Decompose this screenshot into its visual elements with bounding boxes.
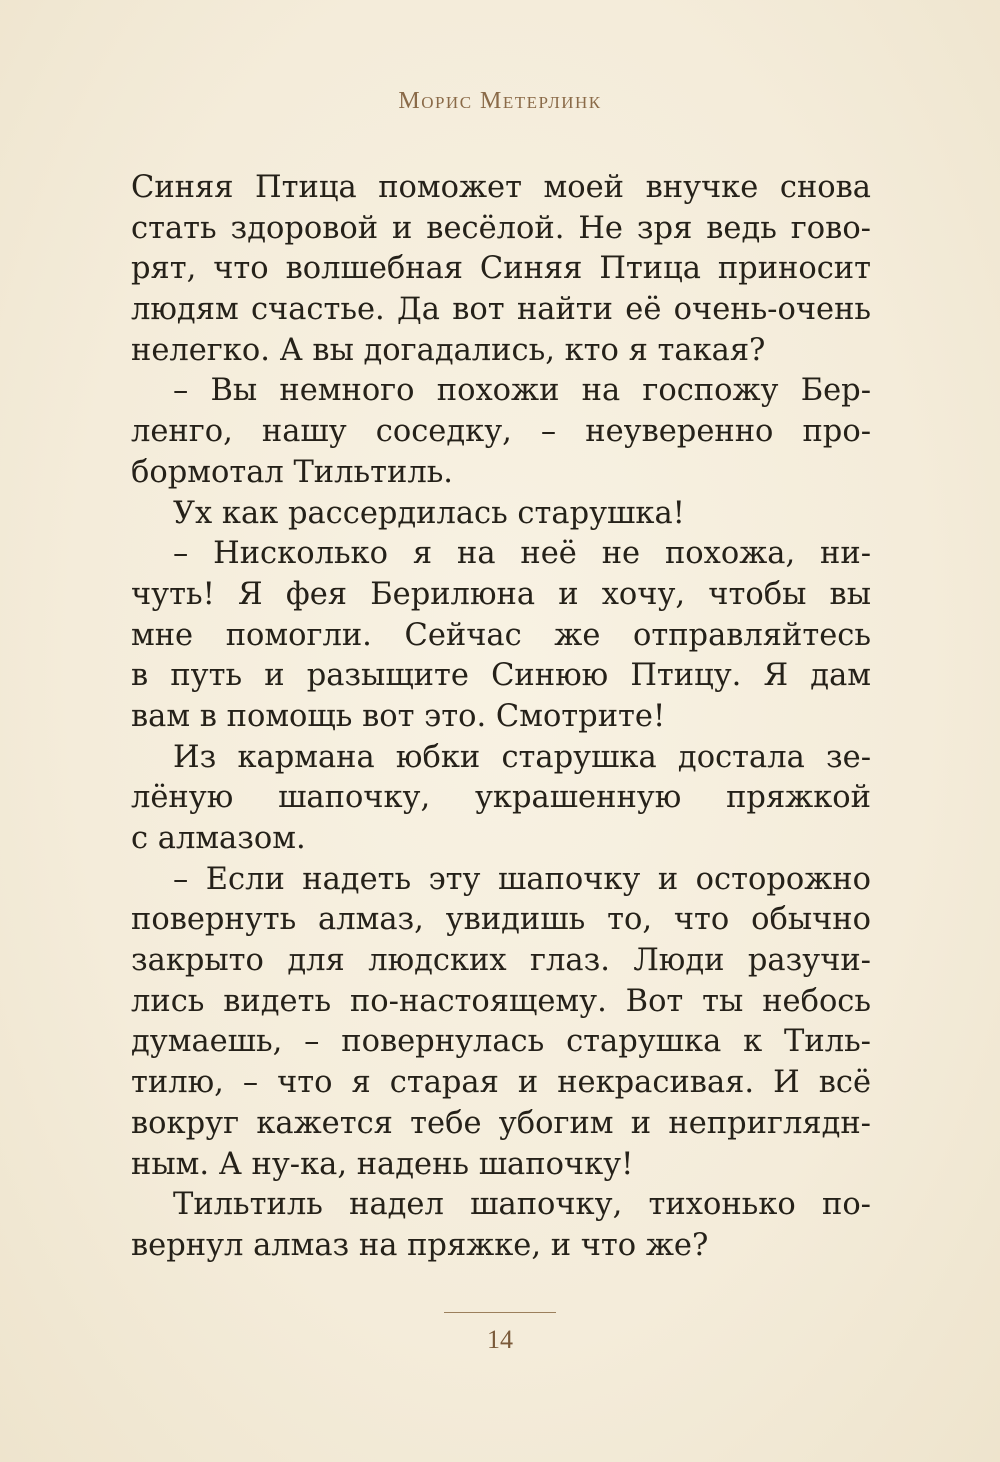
text-line: мне помогли. Сейчас же отправляйтесь	[131, 617, 871, 653]
page-number: 14	[487, 1325, 513, 1354]
text-line: в путь и разыщите Синюю Птицу. Я дам	[131, 658, 871, 694]
text-line: чуть! Я фея Берилюна и хочу, чтобы вы	[131, 576, 871, 612]
text-line: людям счастье. Да вот найти её очень-очень	[131, 292, 871, 328]
text-line: лись видеть по-настоящему. Вот ты небось	[131, 983, 871, 1019]
text-line: – Нисколько я на неё не похожа, ни-	[173, 536, 871, 572]
text-line: Синяя Птица поможет моей внучке снова	[131, 170, 871, 205]
text-line: ным. А ну-ка, надень шапочку!	[131, 1146, 634, 1182]
text-line: – Вы немного похожи на госпожу Бер-	[173, 373, 871, 409]
text-line: бормотал Тильтиль.	[131, 454, 453, 490]
text-line: Тильтиль надел шапочку, тихонько по-	[173, 1187, 871, 1223]
text-line: закрыто для людских глаз. Люди разучи-	[131, 943, 871, 979]
text-line: – Если надеть эту шапочку и осторожно	[173, 861, 871, 897]
text-line: рят, что волшебная Синяя Птица приносит	[131, 251, 871, 287]
text-line: тилю, – что я старая и некрасивая. И всё	[131, 1065, 871, 1101]
text-line: стать здоровой и весёлой. Не зря ведь гово-	[131, 210, 871, 246]
text-line: повернуть алмаз, увидишь то, что обычно	[131, 902, 871, 938]
text-line: думаешь, – повернулась старушка к Тиль-	[131, 1024, 871, 1060]
body-text	[131, 168, 871, 1267]
text-line: Из кармана юбки старушка достала зе-	[173, 739, 871, 775]
text-line: вокруг кажется тебе убогим и неприглядн-	[131, 1105, 871, 1141]
text-line: Ух как рассердилась старушка!	[173, 495, 685, 531]
text-line: вам в помощь вот это. Смотрите!	[131, 698, 666, 734]
text-line: лёную шапочку, украшенную пряжкой	[131, 780, 871, 816]
text-line: вернул алмаз на пряжке, и что же?	[131, 1227, 709, 1263]
text-line: с алмазом.	[131, 821, 306, 856]
running-head: Морис Метерлинк	[398, 88, 602, 114]
text-line: ленго, нашу соседку, – неуверенно про-	[131, 414, 871, 450]
footer-divider	[444, 1312, 556, 1313]
text-line: нелегко. А вы догадались, кто я такая?	[131, 332, 766, 368]
